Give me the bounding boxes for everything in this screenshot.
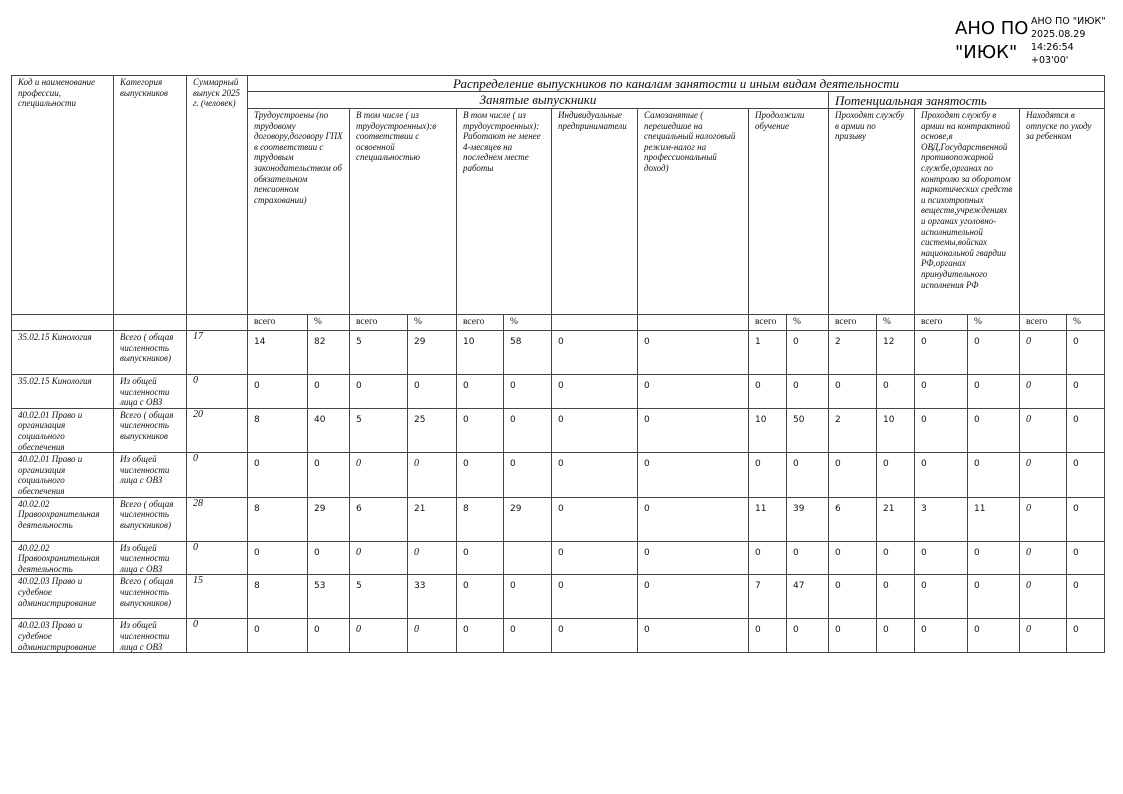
cell-code: 40.02.03 Право и судебное администрирование (12, 575, 114, 619)
cell-value: 0 (1020, 575, 1067, 619)
cell-value: 0 (968, 541, 1020, 575)
stamp-meta (1031, 15, 1106, 67)
cell-value: 10 (749, 408, 787, 452)
cell-value: 0 (1067, 331, 1105, 375)
cell-value: 0 (787, 331, 829, 375)
digital-signature-stamp (955, 14, 1120, 70)
unit-cell: всего (248, 315, 308, 331)
cell-value: 0 (638, 497, 749, 541)
cell-value: 0 (248, 541, 308, 575)
cell-category: Из общей численности лица с ОВЗ (114, 375, 187, 409)
cell-value: 25 (408, 408, 457, 452)
header-employed-group: Занятые выпускники (248, 92, 829, 109)
cell-code: 40.02.01 Право и организация социального обеспечения (12, 453, 114, 497)
cell-value: 0 (1020, 497, 1067, 541)
cell-value: 0 (1067, 453, 1105, 497)
unit-blank (114, 315, 187, 331)
cell-value: 0 (1020, 619, 1067, 653)
cell-value: 0 (829, 453, 877, 497)
cell-value: 0 (1067, 497, 1105, 541)
cell-value: 0 (877, 375, 915, 409)
header-parental-leave: Находятся в отпуске по уходу за ребенком (1020, 109, 1105, 315)
cell-value: 0 (504, 453, 552, 497)
cell-value: 0 (408, 541, 457, 575)
cell-value: 0 (638, 408, 749, 452)
table-row (12, 408, 1105, 452)
cell-value: 14 (248, 331, 308, 375)
cell-value: 0 (552, 408, 638, 452)
cell-value: 82 (308, 331, 350, 375)
cell-value: 0 (1020, 375, 1067, 409)
cell-value: 0 (1020, 408, 1067, 452)
cell-value: 8 (248, 408, 308, 452)
cell-total: 0 (187, 453, 248, 497)
cell-value: 0 (915, 331, 968, 375)
cell-value: 0 (968, 619, 1020, 653)
cell-value: 5 (350, 575, 408, 619)
cell-value: 0 (552, 375, 638, 409)
cell-value: 0 (638, 331, 749, 375)
cell-value: 0 (552, 619, 638, 653)
cell-value: 53 (308, 575, 350, 619)
cell-value: 0 (749, 453, 787, 497)
graduate-distribution-table (11, 75, 1105, 653)
header-by-specialty: В том числе ( из трудоустроенных):в соответствии с освоенной специальностью (350, 109, 457, 315)
cell-code: 40.02.02 Правоохранительная деятельность (12, 497, 114, 541)
cell-value: 0 (915, 575, 968, 619)
cell-value: 0 (504, 619, 552, 653)
cell-value: 0 (1067, 575, 1105, 619)
stamp-time: 14:26:54 (1031, 42, 1074, 53)
cell-value: 0 (552, 575, 638, 619)
unit-cell: % (308, 315, 350, 331)
cell-value: 0 (1020, 331, 1067, 375)
header-code: Код и наименование профессии, специальности (12, 76, 114, 315)
cell-value: 0 (504, 408, 552, 452)
cell-value: 0 (1067, 408, 1105, 452)
cell-value: 0 (968, 408, 1020, 452)
cell-total: 0 (187, 541, 248, 575)
cell-value: 0 (829, 541, 877, 575)
unit-blank (187, 315, 248, 331)
cell-value: 0 (308, 619, 350, 653)
cell-value: 0 (1067, 619, 1105, 653)
cell-value: 6 (350, 497, 408, 541)
cell-value: 10 (877, 408, 915, 452)
cell-value: 0 (749, 541, 787, 575)
cell-value: 40 (308, 408, 350, 452)
cell-value: 0 (308, 541, 350, 575)
cell-value: 0 (749, 619, 787, 653)
cell-value: 3 (915, 497, 968, 541)
cell-value: 0 (787, 619, 829, 653)
table-row (12, 541, 1105, 575)
cell-value: 0 (457, 453, 504, 497)
cell-category: Всего ( общая численность выпускников) (114, 331, 187, 375)
cell-value: 0 (638, 619, 749, 653)
cell-value: 0 (968, 331, 1020, 375)
cell-value: 0 (829, 575, 877, 619)
header-self-employed: Самозанятые ( перешедшие на специальный налоговый режим-налог на профессиональный доход) (638, 109, 749, 315)
cell-value: 0 (504, 375, 552, 409)
cell-category: Всего ( общая численность выпускников) (114, 497, 187, 541)
cell-value: 0 (552, 453, 638, 497)
cell-value: 0 (787, 541, 829, 575)
cell-value: 7 (749, 575, 787, 619)
unit-cell (552, 315, 638, 331)
cell-value: 0 (457, 541, 504, 575)
unit-blank (12, 315, 114, 331)
cell-value: 0 (915, 453, 968, 497)
cell-total: 0 (187, 619, 248, 653)
cell-value: 11 (968, 497, 1020, 541)
header-category: Категория выпускников (114, 76, 187, 315)
cell-value: 33 (408, 575, 457, 619)
cell-code: 35.02.15 Кинология (12, 375, 114, 409)
cell-value: 1 (749, 331, 787, 375)
unit-cell: % (877, 315, 915, 331)
header-army-conscript: Проходят службу в армии по призыву (829, 109, 915, 315)
header-distribution: Распределение выпускников по каналам занятости и иным видам деятельности (248, 76, 1105, 92)
cell-code: 35.02.15 Кинология (12, 331, 114, 375)
cell-value: 0 (915, 375, 968, 409)
cell-value: 29 (504, 497, 552, 541)
header-total: Суммарный выпуск 2025 г. (человек) (187, 76, 248, 315)
cell-value: 0 (350, 375, 408, 409)
cell-value: 5 (350, 408, 408, 452)
cell-value: 21 (877, 497, 915, 541)
cell-value: 0 (350, 453, 408, 497)
cell-code: 40.02.01 Право и организация социального обеспечения (12, 408, 114, 452)
cell-value (504, 541, 552, 575)
cell-value: 0 (877, 541, 915, 575)
cell-value: 0 (248, 453, 308, 497)
stamp-org-name: АНО ПО "ИЮК" (955, 18, 1029, 63)
cell-value: 29 (408, 331, 457, 375)
cell-value: 0 (638, 541, 749, 575)
cell-category: Всего ( общая численность выпускников (114, 408, 187, 452)
cell-value: 21 (408, 497, 457, 541)
table-row (12, 619, 1105, 653)
cell-value: 8 (457, 497, 504, 541)
unit-cell: % (408, 315, 457, 331)
unit-cell: всего (749, 315, 787, 331)
stamp-tz: +03'00' (1031, 55, 1069, 66)
header-continued-study: Продолжили обучение (749, 109, 829, 315)
cell-value: 50 (787, 408, 829, 452)
unit-cell: % (1067, 315, 1105, 331)
cell-category: Всего ( общая численность выпускников) (114, 575, 187, 619)
cell-value: 10 (457, 331, 504, 375)
cell-value: 0 (877, 575, 915, 619)
cell-value: 0 (638, 453, 749, 497)
unit-cell: всего (457, 315, 504, 331)
cell-value: 0 (968, 375, 1020, 409)
table-row (12, 331, 1105, 375)
table-row (12, 497, 1105, 541)
unit-cell: всего (1020, 315, 1067, 331)
cell-value: 5 (350, 331, 408, 375)
cell-value: 0 (877, 619, 915, 653)
cell-category: Из общей численности лица с ОВЗ (114, 541, 187, 575)
cell-value: 0 (248, 619, 308, 653)
cell-value: 0 (915, 408, 968, 452)
cell-value: 0 (408, 375, 457, 409)
cell-code: 40.02.02 Правоохранительная деятельность (12, 541, 114, 575)
stamp-date: 2025.08.29 (1031, 29, 1086, 40)
unit-cell (638, 315, 749, 331)
cell-value: 0 (749, 375, 787, 409)
table-row (12, 575, 1105, 619)
unit-cell: % (968, 315, 1020, 331)
header-potential-group: Потенциальная занятость (829, 92, 1105, 109)
cell-value: 8 (248, 497, 308, 541)
cell-value: 0 (552, 331, 638, 375)
table-row (12, 453, 1105, 497)
cell-value: 0 (877, 453, 915, 497)
cell-value: 0 (552, 541, 638, 575)
cell-value: 8 (248, 575, 308, 619)
cell-total: 20 (187, 408, 248, 452)
cell-value: 0 (408, 453, 457, 497)
table-row (12, 375, 1105, 409)
cell-value: 0 (552, 497, 638, 541)
cell-category: Из общей численности лица с ОВЗ (114, 453, 187, 497)
cell-value: 0 (968, 575, 1020, 619)
cell-total: 0 (187, 375, 248, 409)
cell-code: 40.02.03 Право и судебное администрирование (12, 619, 114, 653)
header-four-months: В том числе ( из трудоустроенных): Работают не менее 4-месяцев на последнем месте работы (457, 109, 552, 315)
unit-cell: всего (829, 315, 877, 331)
cell-value: 0 (787, 453, 829, 497)
cell-value: 0 (915, 619, 968, 653)
stamp-signer: АНО ПО "ИЮК" (1031, 16, 1106, 27)
cell-value: 0 (308, 375, 350, 409)
cell-value: 29 (308, 497, 350, 541)
cell-value: 0 (248, 375, 308, 409)
cell-value: 0 (829, 375, 877, 409)
cell-value: 0 (457, 375, 504, 409)
unit-cell: % (504, 315, 552, 331)
cell-category: Из общей численности лица с ОВЗ (114, 619, 187, 653)
unit-cell: % (787, 315, 829, 331)
cell-value: 0 (1020, 453, 1067, 497)
cell-value: 39 (787, 497, 829, 541)
cell-value: 0 (1067, 541, 1105, 575)
cell-total: 15 (187, 575, 248, 619)
header-employed: Трудоустроены (по трудовому договору,договору ГПХ в соответствии с трудовым законодательством об обязательном пенсионном страховании) (248, 109, 350, 315)
cell-value: 2 (829, 408, 877, 452)
cell-value: 0 (308, 453, 350, 497)
cell-value: 12 (877, 331, 915, 375)
cell-value: 0 (829, 619, 877, 653)
cell-value: 0 (457, 619, 504, 653)
cell-value: 0 (457, 575, 504, 619)
cell-value: 2 (829, 331, 877, 375)
cell-value: 0 (1020, 541, 1067, 575)
unit-cell: всего (350, 315, 408, 331)
units-row (12, 315, 1105, 331)
cell-value: 0 (1067, 375, 1105, 409)
cell-value: 47 (787, 575, 829, 619)
cell-value: 58 (504, 331, 552, 375)
cell-total: 28 (187, 497, 248, 541)
cell-value: 0 (350, 619, 408, 653)
header-entrepreneurs: Индивидуальные предприниматели (552, 109, 638, 315)
cell-value: 0 (787, 375, 829, 409)
cell-value: 0 (408, 619, 457, 653)
cell-value: 6 (829, 497, 877, 541)
cell-value: 0 (638, 375, 749, 409)
cell-value: 0 (504, 575, 552, 619)
cell-value: 0 (915, 541, 968, 575)
cell-value: 11 (749, 497, 787, 541)
cell-value: 0 (638, 575, 749, 619)
cell-total: 17 (187, 331, 248, 375)
header-army-contract: Проходят службу в армии на контрактной основе,в ОВД,Государственной противопожарной службе,органах по контролю за оборотом наркотических средств и психотропных веществ,учреждениях и органах уголовно-исполнительной системы,войсках национальной гвардии РФ,органах принудительного исполнения РФ (915, 109, 1020, 315)
cell-value: 0 (350, 541, 408, 575)
cell-value: 0 (457, 408, 504, 452)
cell-value: 0 (968, 453, 1020, 497)
unit-cell: всего (915, 315, 968, 331)
